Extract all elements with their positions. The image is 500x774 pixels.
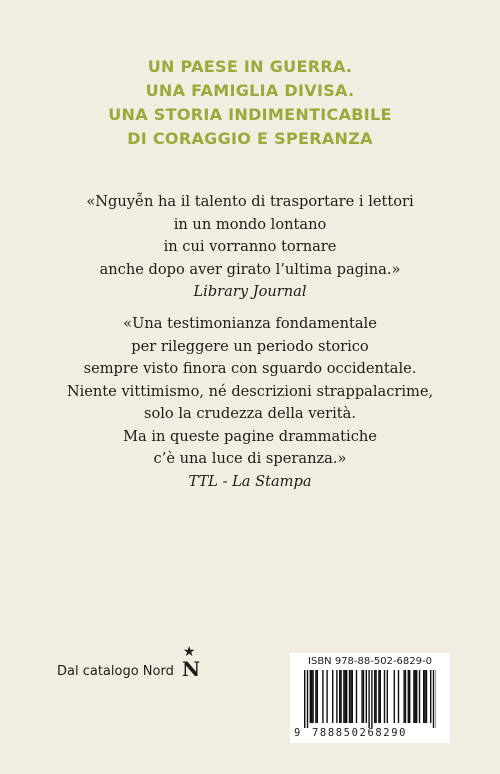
quote-line: in un mondo lontano	[173, 215, 327, 233]
barcode-bar	[350, 670, 351, 723]
barcode-bar	[346, 670, 347, 723]
review-quote-ttl-la-stampa	[0, 313, 500, 493]
tagline-line: UN PAESE IN GUERRA.	[147, 57, 353, 76]
barcode-bar	[352, 670, 353, 723]
barcode-bar	[326, 670, 327, 723]
barcode-bar	[384, 670, 385, 723]
barcode-bar	[304, 670, 305, 728]
barcode-bar	[426, 670, 427, 723]
quote-line: Niente vittimismo, né descrizioni strappalacrime,	[66, 382, 434, 400]
barcode-bar	[405, 670, 406, 723]
barcode-bar	[433, 670, 434, 728]
barcode-bar	[387, 670, 388, 723]
quote-attribution: Library Journal	[193, 283, 307, 300]
barcode-bar	[374, 670, 375, 723]
quote-line: per rileggere un periodo storico	[131, 337, 369, 355]
isbn-number: ISBN 978-88-502-6829-0	[308, 656, 432, 667]
quote-line: sempre visto finora con sguardo occidentale.	[83, 360, 417, 377]
barcode-bar	[363, 670, 364, 723]
quote-line: «Una testimonianza fondamentale	[123, 315, 377, 332]
barcode-bar	[336, 670, 337, 723]
barcode-bar	[345, 670, 346, 723]
barcode-bar	[398, 670, 399, 723]
barcode-digit-string: 788850268290	[312, 727, 408, 739]
barcode-bar	[375, 670, 376, 723]
barcode-bar	[424, 670, 425, 723]
barcode-bar	[310, 670, 311, 723]
quote-line: in cui vorranno tornare	[163, 238, 337, 255]
barcode-first-digit: 9	[294, 727, 301, 739]
publisher-catalog	[57, 644, 206, 689]
barcode-bar	[339, 670, 340, 723]
tagline-line: UNA STORIA INDIMENTICABILE	[108, 105, 392, 124]
barcode-bar	[378, 670, 379, 723]
quote-line: Ma in queste pagine drammatiche	[123, 427, 377, 445]
barcode-bar	[394, 670, 395, 723]
barcode-bars	[304, 670, 436, 728]
quote-line: anche dopo aver girato l’ultima pagina.»	[99, 260, 401, 278]
barcode-bar	[312, 670, 313, 723]
barcode-bar	[322, 670, 323, 723]
tagline	[0, 55, 500, 151]
barcode-bar	[343, 670, 344, 723]
barcode-bar	[409, 670, 410, 723]
quote-attribution: TTL - La Stampa	[188, 472, 312, 490]
barcode-bar	[340, 670, 341, 723]
barcode-bar	[311, 670, 312, 723]
barcode-bar	[332, 670, 333, 723]
logo-letter: N	[181, 657, 201, 681]
barcode-bar	[430, 670, 431, 723]
quote-line: solo la crudezza della verità.	[143, 405, 356, 422]
barcode-bar	[408, 670, 409, 723]
publisher-logo	[180, 644, 206, 689]
barcode-bar	[368, 670, 369, 728]
review-quote-library-journal	[0, 191, 500, 304]
star-icon: ★	[182, 644, 196, 660]
barcode-bar	[415, 670, 416, 723]
barcode-bar	[380, 670, 381, 723]
catalog-label: Dal catalogo Nord	[57, 663, 174, 679]
quote-line: c’è una luce di speranza.»	[153, 450, 347, 467]
barcode-bar	[307, 670, 308, 728]
tagline-line: DI CORAGGIO E SPERANZA	[127, 129, 373, 148]
quote-line: «Nguyễn ha il talento di trasportare i lettori	[86, 193, 414, 210]
barcode-bar	[371, 670, 372, 728]
barcode-bar	[366, 670, 367, 723]
barcode	[290, 653, 450, 743]
barcode-bar	[423, 670, 424, 723]
barcode-bar	[317, 670, 318, 723]
barcode-bar	[349, 670, 350, 723]
barcode-bar	[416, 670, 417, 723]
barcode-bar	[356, 670, 357, 723]
barcode-bar	[419, 670, 420, 723]
barcode-bar	[413, 670, 414, 723]
barcode-bar	[403, 670, 404, 723]
barcode-bar	[361, 670, 362, 723]
tagline-line: UNA FAMIGLIA DIVISA.	[145, 81, 355, 100]
barcode-bar	[315, 670, 316, 723]
